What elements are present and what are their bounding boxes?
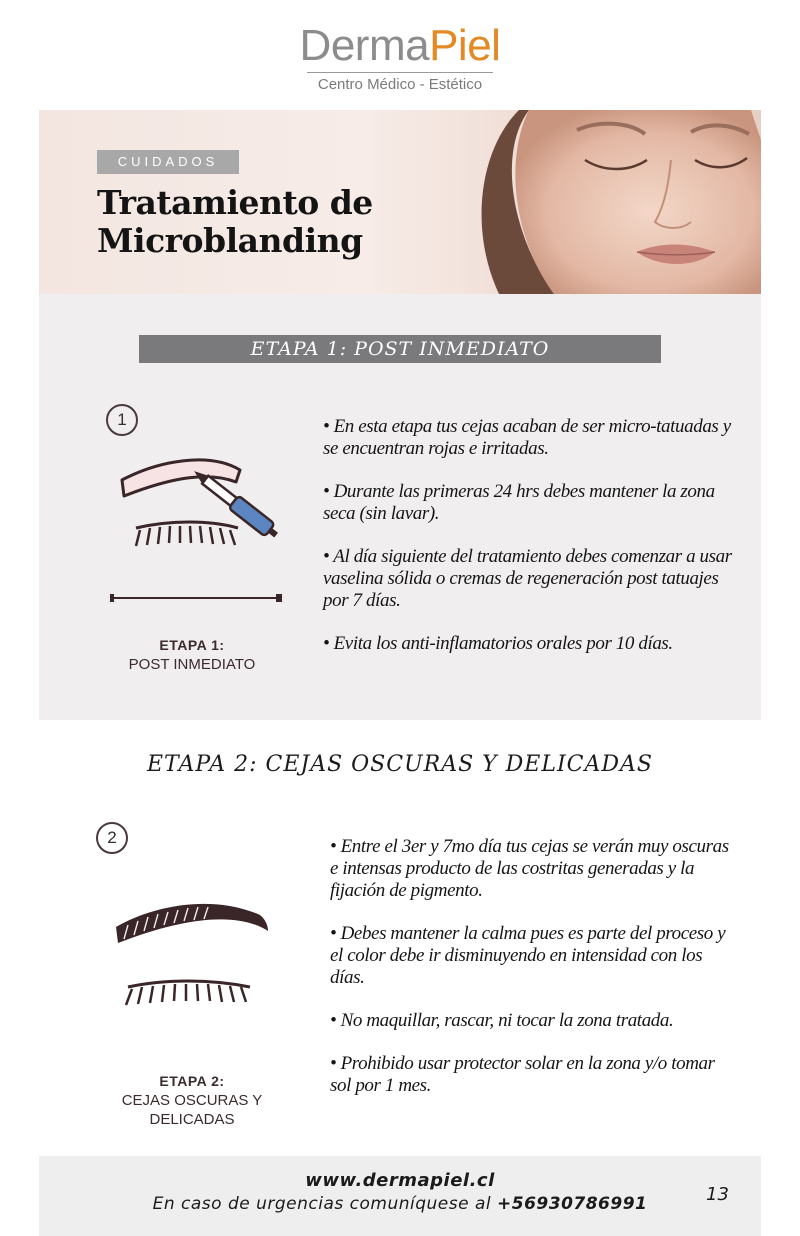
woman-face-illustration [459,110,761,294]
stage1-brow-pen-icon [110,450,300,612]
stage2-bullet: • Debes mantener la calma pues es parte del proceso y el color debe ir disminuyendo en intensidad con los días. [330,923,726,988]
stage2-bullet: • Entre el 3er y 7mo día tus cejas se verán muy oscuras e intensas producto de las costritas generadas y la fijación de pigmento. [330,836,729,901]
page-number: 13 [706,1184,729,1205]
stage1-bullet: • Durante las primeras 24 hrs debes mantener la zona seca (sin lavar). [323,481,715,524]
stage2-bullet: • Prohibido usar protector solar en la zona y/o tomar sol por 1 mes. [330,1053,715,1096]
logo-tagline: Centro Médico - Estético [317,76,483,93]
website-link[interactable]: www.dermapiel.cl [305,1170,495,1191]
stage1-bullet-list [323,416,733,676]
stage1-bullet: • En esta etapa tus cejas acaban de ser micro-tatuadas y se encuentran rojas e irritadas. [323,416,731,459]
stage1-number-badge: 1 [106,404,138,436]
stage2-bullet: • No maquillar, rascar, ni tocar la zona tratada. [330,1010,674,1031]
urgency-contact: En caso de urgencias comuníquese al +56930786991 [152,1194,648,1214]
stage1-caption: ETAPA 1: POST INMEDIATO [128,637,256,673]
hero-category-tag: CUIDADOS [97,150,239,174]
logo-divider [307,72,493,73]
stage2-bullet-list [330,836,730,1118]
stage2-dark-brow-icon [110,895,280,1020]
hero-banner [39,110,761,294]
stage1-bullet: • Evita los anti-inflamatorios orales por 10 días. [323,633,673,654]
hero-title: Tratamiento de Microblanding [97,183,373,260]
stage1-header: ETAPA 1: POST INMEDIATO [139,335,661,363]
logo-name: DermaPiel [299,21,501,70]
dermapiel-logo [0,22,800,93]
stage2-header: ETAPA 2: CEJAS OSCURAS Y DELICADAS [147,752,653,777]
stage1-bullet: • Al día siguiente del tratamiento debes comenzar a usar vaselina sólida o cremas de regeneración post tatuajes por 7 días. [323,546,732,611]
stage2-number-badge: 2 [96,822,128,854]
phone-number[interactable]: +56930786991 [497,1194,648,1214]
stage2-caption: ETAPA 2: CEJAS OSCURAS Y DELICADAS [121,1073,263,1128]
